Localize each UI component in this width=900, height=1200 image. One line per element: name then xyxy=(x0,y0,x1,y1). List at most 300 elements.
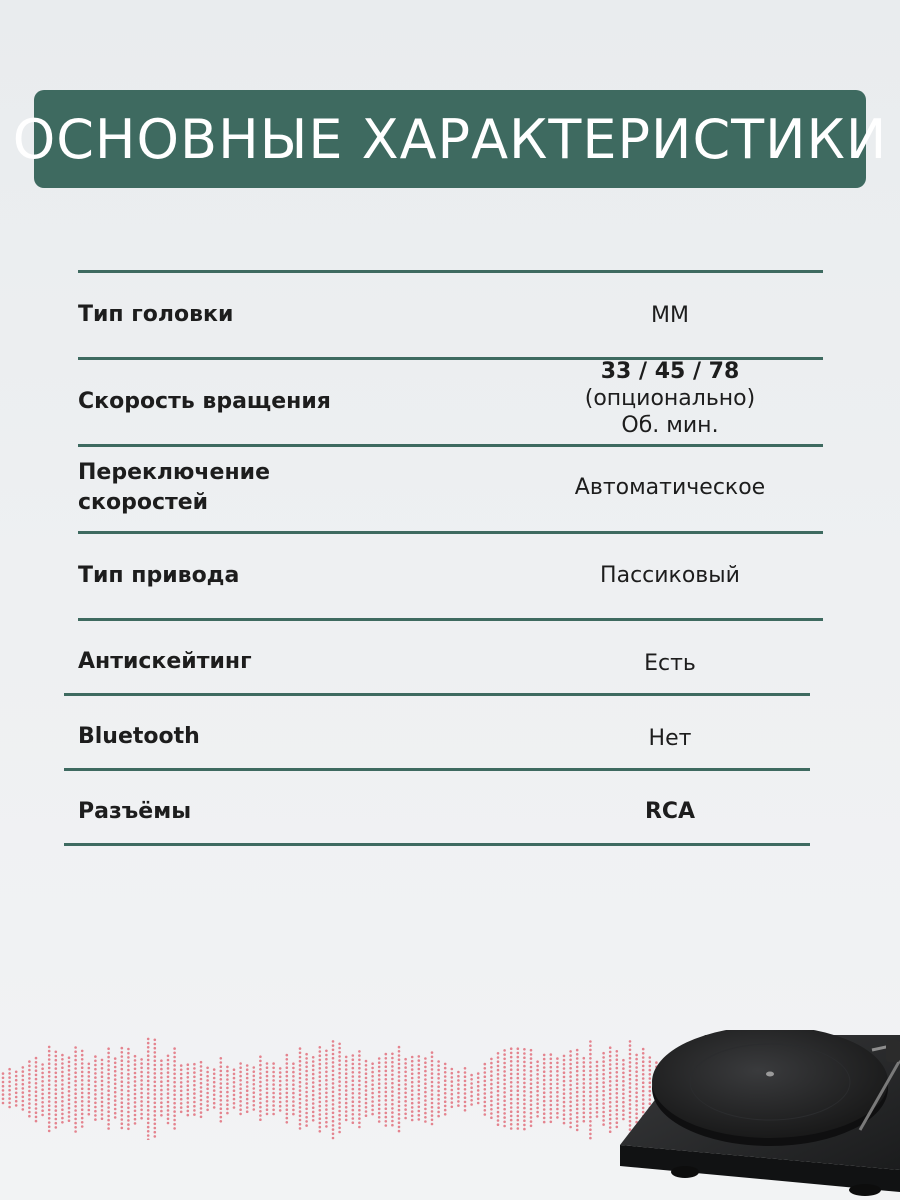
wave-dot xyxy=(358,1063,361,1066)
wave-dot xyxy=(299,1056,302,1059)
wave-dot xyxy=(358,1126,361,1129)
wave-dot xyxy=(338,1101,341,1104)
wave-dot xyxy=(121,1110,124,1113)
wave-dot xyxy=(193,1067,196,1070)
wave-dot xyxy=(523,1052,526,1055)
wave-dot xyxy=(154,1106,157,1109)
wave-dot xyxy=(477,1089,480,1092)
wave-dot xyxy=(193,1101,196,1104)
wave-dot xyxy=(48,1058,51,1061)
wave-dot xyxy=(272,1096,275,1099)
wave-dot xyxy=(15,1100,18,1103)
wave-dot xyxy=(312,1056,315,1059)
wave-dot xyxy=(35,1090,38,1093)
wave-dot xyxy=(596,1061,599,1064)
wave-dot xyxy=(444,1063,447,1066)
wave-dot xyxy=(589,1107,592,1110)
wave-dot xyxy=(154,1047,157,1050)
wave-dot xyxy=(246,1106,249,1109)
wave-dot xyxy=(279,1101,282,1104)
wave-dot xyxy=(259,1055,262,1058)
wave-dot xyxy=(332,1078,335,1081)
wave-dot xyxy=(371,1062,374,1065)
wave-dot xyxy=(517,1115,520,1118)
wave-dot xyxy=(358,1105,361,1108)
wave-dot xyxy=(15,1083,18,1086)
wave-dot xyxy=(94,1076,97,1079)
wave-dot xyxy=(15,1092,18,1095)
wave-dot xyxy=(358,1050,361,1053)
wave-dot xyxy=(325,1125,328,1128)
wave-dot xyxy=(94,1089,97,1092)
wave-dot xyxy=(589,1099,592,1102)
wave-dot xyxy=(68,1061,71,1064)
wave-dot xyxy=(35,1069,38,1072)
wave-dot xyxy=(94,1093,97,1096)
wave-dot xyxy=(556,1091,559,1094)
wave-dot xyxy=(576,1070,579,1073)
wave-dot xyxy=(154,1076,157,1079)
wave-dot xyxy=(173,1127,176,1130)
wave-dot xyxy=(332,1103,335,1106)
wave-dot xyxy=(81,1104,84,1107)
wave-dot xyxy=(279,1109,282,1112)
wave-dot xyxy=(563,1092,566,1095)
wave-dot xyxy=(332,1057,335,1060)
wave-dot xyxy=(451,1093,454,1096)
wave-dot xyxy=(160,1076,163,1079)
wave-dot xyxy=(437,1094,440,1097)
wave-dot xyxy=(292,1100,295,1103)
wave-dot xyxy=(101,1105,104,1108)
wave-dot xyxy=(431,1056,434,1059)
spec-value-head-type: MM xyxy=(651,303,689,328)
wave-dot xyxy=(530,1078,533,1081)
wave-dot xyxy=(312,1081,315,1084)
wave-dot xyxy=(332,1137,335,1140)
wave-dot xyxy=(94,1118,97,1121)
wave-dot xyxy=(583,1116,586,1119)
wave-dot xyxy=(576,1049,579,1052)
wave-dot xyxy=(272,1062,275,1065)
wave-dot xyxy=(239,1079,242,1082)
wave-dot xyxy=(503,1104,506,1107)
wave-dot xyxy=(305,1116,308,1119)
wave-dot xyxy=(55,1080,58,1083)
wave-dot xyxy=(167,1113,170,1116)
wave-dot xyxy=(497,1056,500,1059)
wave-dot xyxy=(187,1093,190,1096)
wave-dot xyxy=(530,1070,533,1073)
wave-dot xyxy=(345,1110,348,1113)
wave-dot xyxy=(378,1061,381,1064)
wave-dot xyxy=(583,1103,586,1106)
wave-dot xyxy=(424,1099,427,1102)
wave-dot xyxy=(345,1085,348,1088)
wave-dot xyxy=(365,1085,368,1088)
wave-dot xyxy=(457,1083,460,1086)
wave-dot xyxy=(490,1062,493,1065)
wave-dot xyxy=(451,1106,454,1109)
wave-dot xyxy=(576,1124,579,1127)
wave-dot xyxy=(398,1109,401,1112)
wave-dot xyxy=(147,1088,150,1091)
wave-dot xyxy=(517,1094,520,1097)
wave-dot xyxy=(437,1069,440,1072)
wave-dot xyxy=(378,1108,381,1111)
wave-dot xyxy=(147,1122,150,1125)
wave-dot xyxy=(444,1096,447,1099)
wave-dot xyxy=(154,1123,157,1126)
wave-dot xyxy=(490,1066,493,1069)
wave-dot xyxy=(272,1071,275,1074)
wave-dot xyxy=(41,1063,44,1066)
wave-dot xyxy=(497,1090,500,1093)
wave-dot xyxy=(127,1069,130,1072)
wave-dot xyxy=(602,1119,605,1122)
wave-dot xyxy=(286,1071,289,1074)
wave-dot xyxy=(101,1067,104,1070)
wave-dot xyxy=(147,1038,150,1041)
wave-dot xyxy=(424,1120,427,1123)
wave-dot xyxy=(530,1074,533,1077)
wave-dot xyxy=(312,1069,315,1072)
wave-dot xyxy=(556,1108,559,1111)
wave-dot xyxy=(563,1105,566,1108)
wave-dot xyxy=(325,1104,328,1107)
wave-dot xyxy=(517,1127,520,1130)
wave-dot xyxy=(41,1072,44,1075)
wave-dot xyxy=(41,1109,44,1112)
wave-dot xyxy=(490,1083,493,1086)
wave-dot xyxy=(484,1088,487,1091)
wave-dot xyxy=(94,1064,97,1067)
wave-dot xyxy=(569,1054,572,1057)
wave-dot xyxy=(68,1077,71,1080)
wave-dot xyxy=(589,1082,592,1085)
wave-dot xyxy=(206,1067,209,1070)
wave-dot xyxy=(140,1092,143,1095)
wave-dot xyxy=(398,1100,401,1103)
wave-dot xyxy=(68,1069,71,1072)
wave-dot xyxy=(391,1069,394,1072)
wave-dot xyxy=(305,1074,308,1077)
wave-dot xyxy=(213,1102,216,1105)
wave-dot xyxy=(550,1079,553,1082)
wave-dot xyxy=(81,1054,84,1057)
wave-dot xyxy=(411,1081,414,1084)
wave-dot xyxy=(226,1066,229,1069)
wave-dot xyxy=(523,1086,526,1089)
wave-dot xyxy=(61,1083,64,1086)
wave-dot xyxy=(583,1082,586,1085)
wave-dot xyxy=(41,1088,44,1091)
wave-dot xyxy=(292,1109,295,1112)
wave-dot xyxy=(259,1089,262,1092)
wave-dot xyxy=(378,1091,381,1094)
table-divider xyxy=(64,768,810,771)
wave-dot xyxy=(431,1110,434,1113)
wave-dot xyxy=(74,1076,77,1079)
wave-dot xyxy=(305,1108,308,1111)
wave-dot xyxy=(365,1102,368,1105)
wave-dot xyxy=(497,1111,500,1114)
wave-dot xyxy=(286,1058,289,1061)
wave-dot xyxy=(55,1109,58,1112)
wave-dot xyxy=(28,1094,31,1097)
wave-dot xyxy=(345,1098,348,1101)
wave-dot xyxy=(173,1081,176,1084)
wave-dot xyxy=(517,1110,520,1113)
wave-dot xyxy=(233,1106,236,1109)
wave-dot xyxy=(193,1088,196,1091)
wave-dot xyxy=(451,1089,454,1092)
wave-dot xyxy=(556,1074,559,1077)
wave-dot xyxy=(55,1084,58,1087)
wave-dot xyxy=(35,1103,38,1106)
wave-dot xyxy=(147,1130,150,1133)
wave-dot xyxy=(160,1093,163,1096)
wave-dot xyxy=(338,1080,341,1083)
wave-dot xyxy=(352,1075,355,1078)
speed-unit: Об. мин. xyxy=(621,413,719,438)
wave-dot xyxy=(550,1066,553,1069)
wave-dot xyxy=(365,1068,368,1071)
wave-dot xyxy=(523,1124,526,1127)
wave-dot xyxy=(259,1068,262,1071)
wave-dot xyxy=(200,1069,203,1072)
wave-dot xyxy=(536,1081,539,1084)
wave-dot xyxy=(464,1084,467,1087)
wave-dot xyxy=(385,1112,388,1115)
wave-dot xyxy=(576,1053,579,1056)
wave-dot xyxy=(563,1109,566,1112)
wave-dot xyxy=(94,1110,97,1113)
wave-dot xyxy=(550,1083,553,1086)
wave-dot xyxy=(398,1130,401,1133)
wave-dot xyxy=(239,1083,242,1086)
wave-dot xyxy=(68,1107,71,1110)
wave-dot xyxy=(451,1076,454,1079)
wave-dot xyxy=(147,1067,150,1070)
wave-dot xyxy=(180,1085,183,1088)
wave-dot xyxy=(107,1064,110,1067)
wave-dot xyxy=(325,1117,328,1120)
wave-dot xyxy=(167,1067,170,1070)
wave-dot xyxy=(371,1071,374,1074)
wave-dot xyxy=(365,1060,368,1063)
wave-dot xyxy=(398,1117,401,1120)
wave-dot xyxy=(325,1050,328,1053)
wave-dot xyxy=(193,1092,196,1095)
wave-dot xyxy=(338,1085,341,1088)
wave-dot xyxy=(358,1084,361,1087)
wave-dot xyxy=(345,1060,348,1063)
wave-dot xyxy=(398,1088,401,1091)
wave-dot xyxy=(22,1070,25,1073)
wave-dot xyxy=(299,1123,302,1126)
wave-dot xyxy=(332,1040,335,1043)
wave-dot xyxy=(114,1066,117,1069)
wave-dot xyxy=(325,1071,328,1074)
wave-dot xyxy=(28,1107,31,1110)
wave-dot xyxy=(490,1104,493,1107)
wave-dot xyxy=(173,1064,176,1067)
wave-dot xyxy=(338,1064,341,1067)
wave-dot xyxy=(193,1097,196,1100)
wave-dot xyxy=(332,1133,335,1136)
wave-dot xyxy=(583,1120,586,1123)
wave-dot xyxy=(154,1135,157,1138)
wave-dot xyxy=(391,1082,394,1085)
wave-dot xyxy=(74,1088,77,1091)
wave-dot xyxy=(41,1093,44,1096)
wave-dot xyxy=(206,1079,209,1082)
wave-dot xyxy=(517,1123,520,1126)
wave-dot xyxy=(299,1064,302,1067)
wave-dot xyxy=(200,1078,203,1081)
wave-dot xyxy=(424,1070,427,1073)
wave-dot xyxy=(602,1060,605,1063)
wave-dot xyxy=(305,1078,308,1081)
wave-dot xyxy=(319,1054,322,1057)
wave-dot xyxy=(332,1107,335,1110)
wave-dot xyxy=(173,1068,176,1071)
wave-dot xyxy=(378,1120,381,1123)
wave-dot xyxy=(127,1065,130,1068)
spec-value-bluetooth: Нет xyxy=(648,726,692,751)
wave-dot xyxy=(424,1095,427,1098)
wave-dot xyxy=(206,1075,209,1078)
wave-dot xyxy=(41,1105,44,1108)
wave-dot xyxy=(371,1100,374,1103)
wave-dot xyxy=(589,1049,592,1052)
wave-dot xyxy=(193,1113,196,1116)
wave-dot xyxy=(259,1076,262,1079)
wave-dot xyxy=(140,1100,143,1103)
wave-dot xyxy=(556,1087,559,1090)
wave-dot xyxy=(338,1127,341,1130)
wave-dot xyxy=(147,1134,150,1137)
wave-dot xyxy=(602,1111,605,1114)
wave-dot xyxy=(2,1102,5,1105)
wave-dot xyxy=(107,1056,110,1059)
wave-dot xyxy=(55,1076,58,1079)
wave-dot xyxy=(418,1085,421,1088)
wave-dot xyxy=(8,1076,11,1079)
wave-dot xyxy=(583,1070,586,1073)
wave-dot xyxy=(259,1106,262,1109)
wave-dot xyxy=(576,1095,579,1098)
wave-dot xyxy=(259,1114,262,1117)
wave-dot xyxy=(543,1117,546,1120)
wave-dot xyxy=(134,1114,137,1117)
wave-dot xyxy=(470,1086,473,1089)
wave-dot xyxy=(35,1120,38,1123)
wave-dot xyxy=(305,1099,308,1102)
wave-dot xyxy=(550,1087,553,1090)
wave-dot xyxy=(332,1049,335,1052)
wave-dot xyxy=(583,1057,586,1060)
wave-dot xyxy=(411,1064,414,1067)
wave-dot xyxy=(127,1052,130,1055)
wave-dot xyxy=(266,1075,269,1078)
wave-dot xyxy=(497,1060,500,1063)
wave-dot xyxy=(226,1103,229,1106)
wave-dot xyxy=(583,1091,586,1094)
wave-dot xyxy=(398,1054,401,1057)
wave-dot xyxy=(503,1083,506,1086)
wave-dot xyxy=(259,1072,262,1075)
wave-dot xyxy=(101,1075,104,1078)
wave-dot xyxy=(127,1123,130,1126)
wave-dot xyxy=(583,1112,586,1115)
wave-dot xyxy=(200,1103,203,1106)
spec-label-rotation-speed: Скорость вращения xyxy=(78,389,331,414)
wave-dot xyxy=(365,1072,368,1075)
wave-dot xyxy=(464,1075,467,1078)
wave-dot xyxy=(338,1055,341,1058)
wave-dot xyxy=(490,1108,493,1111)
wave-dot xyxy=(286,1054,289,1057)
wave-dot xyxy=(418,1101,421,1104)
wave-dot xyxy=(444,1084,447,1087)
wave-dot xyxy=(114,1062,117,1065)
wave-dot xyxy=(358,1080,361,1083)
wave-dot xyxy=(226,1099,229,1102)
wave-dot xyxy=(154,1097,157,1100)
wave-dot xyxy=(226,1078,229,1081)
wave-dot xyxy=(576,1112,579,1115)
wave-dot xyxy=(74,1055,77,1058)
wave-dot xyxy=(576,1087,579,1090)
wave-dot xyxy=(187,1076,190,1079)
wave-dot xyxy=(154,1068,157,1071)
wave-dot xyxy=(477,1085,480,1088)
wave-dot xyxy=(563,1071,566,1074)
wave-dot xyxy=(61,1092,64,1095)
table-divider xyxy=(78,444,823,447)
wave-dot xyxy=(167,1105,170,1108)
wave-dot xyxy=(391,1074,394,1077)
wave-dot xyxy=(48,1062,51,1065)
table-divider xyxy=(78,618,823,621)
wave-dot xyxy=(160,1080,163,1083)
wave-dot xyxy=(484,1063,487,1066)
wave-dot xyxy=(602,1107,605,1110)
wave-dot xyxy=(2,1072,5,1075)
wave-dot xyxy=(411,1060,414,1063)
wave-dot xyxy=(305,1095,308,1098)
wave-dot xyxy=(477,1081,480,1084)
wave-dot xyxy=(437,1085,440,1088)
wave-dot xyxy=(279,1097,282,1100)
wave-dot xyxy=(424,1103,427,1106)
wave-dot xyxy=(299,1110,302,1113)
wave-dot xyxy=(272,1083,275,1086)
wave-dot xyxy=(55,1067,58,1070)
wave-dot xyxy=(28,1090,31,1093)
wave-dot xyxy=(180,1069,183,1072)
wave-dot xyxy=(173,1056,176,1059)
spec-value-connectors: RCA xyxy=(644,799,696,824)
wave-dot xyxy=(556,1062,559,1065)
wave-dot xyxy=(345,1072,348,1075)
wave-dot xyxy=(107,1073,110,1076)
wave-dot xyxy=(517,1089,520,1092)
wave-dot xyxy=(530,1049,533,1052)
wave-dot xyxy=(391,1061,394,1064)
